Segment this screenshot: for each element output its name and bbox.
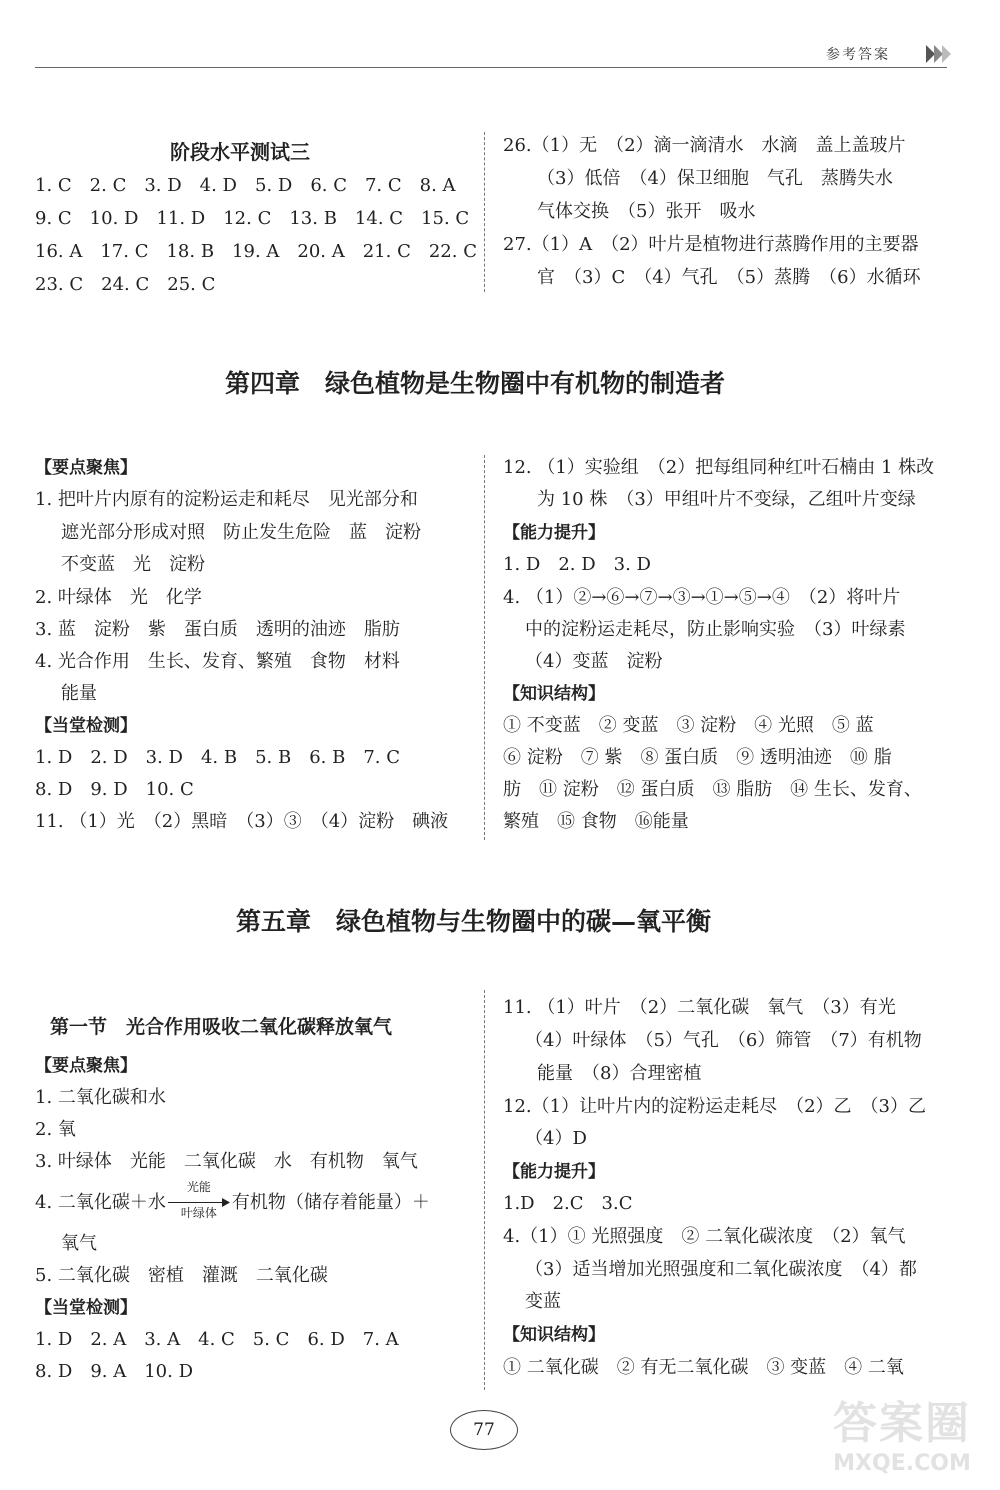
arrow-condition-below: 叶绿体 [180, 1206, 217, 1220]
header-arrows-icon [926, 42, 952, 66]
section-label: 【当堂检测】 [35, 716, 137, 736]
answer-line: 氧气 [61, 1233, 97, 1254]
answer-line: 16. A 17. C 18. B 19. A 20. A 21. C 22. C [35, 241, 477, 262]
answer-line: 11. （1）光 （2）黑暗 （3）③ （4）淀粉 碘液 [35, 811, 449, 832]
answer-line: 中的淀粉运走耗尽，防止影响实验 （3）叶绿素 [525, 619, 906, 640]
answer-line: 4. 光合作用 生长、发育、繁殖 食物 材料 [35, 651, 400, 672]
answer-line: 1. C 2. C 3. D 4. D 5. D 6. C 7. C 8. A [35, 175, 456, 196]
answer-line: 官 （3）C （4）气孔 （5）蒸腾 （6）水循环 [537, 267, 921, 288]
section-label: 【要点聚焦】 [35, 458, 137, 478]
answer-line: ① 不变蓝 ② 变蓝 ③ 淀粉 ④ 光照 ⑤ 蓝 [503, 715, 874, 736]
answer-line: 4. （1）②→⑥→⑦→③→①→⑤→④ （2）将叶片 [503, 587, 901, 608]
answer-line: 1. D 2. D 3. D [503, 554, 651, 575]
equation-line [35, 1180, 430, 1220]
answer-line: 11. （1）叶片 （2）二氧化碳 氧气 （3）有光 [503, 997, 896, 1018]
answer-line: ① 二氧化碳 ② 有无二氧化碳 ③ 变蓝 ④ 二氧 [503, 1357, 904, 1378]
watermark-text: 答案圈 [833, 1398, 971, 1449]
header-label: 参考答案 [826, 47, 890, 63]
answer-line: （3）低倍 （4）保卫细胞 气孔 蒸腾失水 [537, 168, 893, 189]
answer-line: 变蓝 [525, 1291, 561, 1312]
answer-line: 4.（1）① 光照强度 ② 二氧化碳浓度 （2）氧气 [503, 1226, 906, 1247]
answer-line: 12.（1）让叶片内的淀粉运走耗尽 （2）乙 （3）乙 [503, 1096, 926, 1117]
answer-line: 5. 二氧化碳 密植 灌溉 二氧化碳 [35, 1265, 328, 1286]
column-divider [484, 132, 485, 292]
answer-line: （3）适当增加光照强度和二氧化碳浓度 （4）都 [525, 1259, 917, 1280]
answer-line: 8. D 9. A 10. D [35, 1361, 194, 1382]
page-number-badge [450, 1410, 518, 1450]
answer-line: 2. 氧 [35, 1119, 76, 1140]
answer-line: 能量 （8）合理密植 [537, 1063, 702, 1084]
reaction-arrow [166, 1180, 232, 1220]
answer-line: 气体交换 （5）张开 吸水 [537, 201, 756, 222]
answer-line: （4）D [525, 1128, 587, 1149]
test3-title: 阶段水平测试三 [170, 140, 310, 164]
answer-line: 不变蓝 光 淀粉 [61, 554, 205, 575]
chapter4-title: 第四章 绿色植物是生物圈中有机物的制造者 [225, 369, 726, 398]
arrow-condition-above: 光能 [186, 1180, 211, 1194]
watermark-logo [812, 1398, 992, 1478]
column-divider [484, 455, 485, 840]
watermark-url: MXQE.COM [833, 1451, 971, 1476]
section-title: 第一节 光合作用吸收二氧化碳释放氧气 [50, 1016, 393, 1038]
equation-products: 有机物（储存着能量）＋ [231, 1192, 430, 1213]
answer-line: 3. 叶绿体 光能 二氧化碳 水 有机物 氧气 [35, 1151, 418, 1172]
answer-line: 2. 叶绿体 光 化学 [35, 587, 202, 608]
column-divider [484, 990, 485, 1390]
answer-line: 1. D 2. D 3. D 4. B 5. B 6. B 7. C [35, 747, 401, 768]
answer-line: 繁殖 ⑮ 食物 ⑯能量 [503, 811, 689, 832]
answer-line: 12. （1）实验组 （2）把每组同种红叶石楠由 1 株改 [503, 457, 935, 478]
answer-line: 8. D 9. D 10. C [35, 779, 194, 800]
header-rule [35, 67, 947, 68]
answer-line: 能量 [61, 683, 97, 704]
answer-line: ⑥ 淀粉 ⑦ 紫 ⑧ 蛋白质 ⑨ 透明油迹 ⑩ 脂 [503, 747, 892, 768]
page-number: 77 [473, 1420, 495, 1440]
answer-line: 遮光部分形成对照 防止发生危险 蓝 淀粉 [61, 522, 421, 543]
section-label: 【知识结构】 [503, 684, 605, 704]
answer-line: 1. 二氧化碳和水 [35, 1087, 166, 1108]
section-label: 【当堂检测】 [35, 1298, 137, 1318]
equation-reactants: 4. 二氧化碳＋水 [35, 1192, 166, 1213]
answer-line: 26.（1）无 （2）滴一滴清水 水滴 盖上盖玻片 [503, 135, 906, 156]
answer-line: 27.（1）A （2）叶片是植物进行蒸腾作用的主要器 [503, 234, 919, 255]
chapter5-title: 第五章 绿色植物与生物圈中的碳—氧平衡 [236, 907, 712, 936]
section-label: 【能力提升】 [503, 1162, 605, 1182]
answer-line: 23. C 24. C 25. C [35, 274, 216, 295]
answer-line: （4）叶绿体 （5）气孔 （6）筛管 （7）有机物 [525, 1030, 922, 1051]
answer-line: 3. 蓝 淀粉 紫 蛋白质 透明的油迹 脂肪 [35, 619, 400, 640]
answer-line: 1. 把叶片内原有的淀粉运走和耗尽 见光部分和 [35, 489, 418, 510]
answer-line: 为 10 株 （3）甲组叶片不变绿，乙组叶片变绿 [537, 489, 916, 510]
section-label: 【知识结构】 [503, 1325, 605, 1345]
answer-line: 肪 ⑪ 淀粉 ⑫ 蛋白质 ⑬ 脂肪 ⑭ 生长、发育、 [503, 779, 922, 800]
answer-line: 1. D 2. A 3. A 4. C 5. C 6. D 7. A [35, 1329, 399, 1350]
section-label: 【能力提升】 [503, 523, 605, 543]
answer-line: （4）变蓝 淀粉 [525, 651, 663, 672]
answer-line: 9. C 10. D 11. D 12. C 13. B 14. C 15. C [35, 208, 470, 229]
section-label: 【要点聚焦】 [35, 1056, 137, 1076]
answer-line: 1.D 2.C 3.C [503, 1193, 633, 1214]
